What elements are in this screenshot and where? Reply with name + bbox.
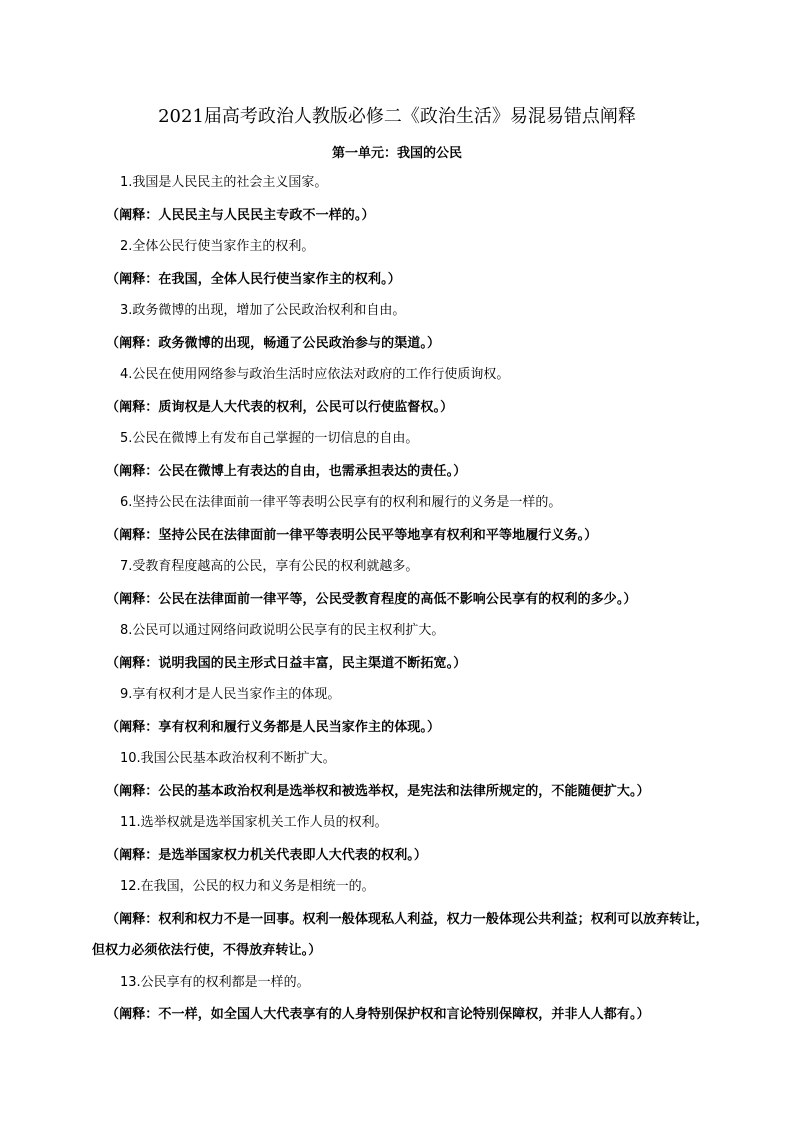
statement-12: 12.在我国，公民的权力和义务是相统一的。 (120, 879, 375, 894)
explanation-11: （阐释：是选举国家权力机关代表即人大代表的权利。） (106, 848, 428, 863)
unit-heading: 第一单元：我国的公民 (331, 146, 462, 161)
explanation-2: （阐释：在我国，全体人民行使当家作主的权利。） (106, 272, 401, 287)
explanation-8: （阐释：说明我国的民主形式日益丰富，民主渠道不断拓宽。） (106, 656, 467, 671)
statement-3: 3.政务微博的出现，增加了公民政治权利和自由。 (120, 303, 406, 318)
explanation-1: （阐释：人民民主与人民民主专政不一样的。） (106, 208, 375, 223)
statement-9: 9.享有权利才是人民当家作主的体现。 (120, 687, 341, 702)
statement-8: 8.公民可以通过网络问政说明公民享有的民主权利扩大。 (120, 623, 445, 638)
statement-2: 2.全体公民行使当家作主的权利。 (120, 239, 315, 254)
explanation-5: （阐释：公民在微博上有表达的自由，也需承担表达的责任。） (106, 464, 467, 479)
explanation-9: （阐释：享有权利和履行义务都是人民当家作主的体现。） (106, 720, 441, 735)
statement-6: 6.坚持公民在法律面前一律平等表明公民享有的权利和履行的义务是一样的。 (120, 495, 562, 510)
explanation-6: （阐释：坚持公民在法律面前一律平等表明公民平等地享有权利和平等地履行义务。） (106, 528, 598, 543)
statement-1: 1.我国是人民民主的社会主义国家。 (120, 175, 328, 190)
document-title: 2021届高考政治人教版必修二《政治生活》易混易错点阐释 (158, 106, 636, 127)
statement-11: 11.选举权就是选举国家机关工作人员的权利。 (120, 815, 388, 830)
explanation-7: （阐释：公民在法律面前一律平等，公民受教育程度的高低不影响公民享有的权利的多少。） (106, 592, 637, 607)
statement-7: 7.受教育程度越高的公民，享有公民的权利就越多。 (120, 559, 419, 574)
explanation-12-continued: 但权力必须依法行使，不得放弃转让。） (92, 943, 322, 958)
explanation-3: （阐释：政务微博的出现，畅通了公民政治参与的渠道。） (106, 336, 441, 351)
statement-5: 5.公民在微博上有发布自己掌握的一切信息的自由。 (120, 431, 419, 446)
explanation-10: （阐释：公民的基本政治权利是选举权和被选举权，是宪法和法律所规定的，不能随便扩大。） (106, 784, 650, 799)
explanation-13: （阐释：不一样，如全国人大代表享有的人身特别保护权和言论特别保障权，并非人人都有。） (106, 1007, 650, 1022)
statement-13: 13.公民享有的权利都是一样的。 (120, 975, 310, 990)
explanation-4: （阐释：质询权是人大代表的权利，公民可以行使监督权。） (106, 400, 454, 415)
explanation-12: （阐释：权利和权力不是一回事。权利一般体现私人利益，权力一般体现公共利益；权利可以放弃转让， (106, 912, 709, 927)
statement-10: 10.我国公民基本政治权利不断扩大。 (120, 751, 336, 766)
statement-4: 4.公民在使用网络参与政治生活时应依法对政府的工作行使质询权。 (120, 367, 510, 382)
